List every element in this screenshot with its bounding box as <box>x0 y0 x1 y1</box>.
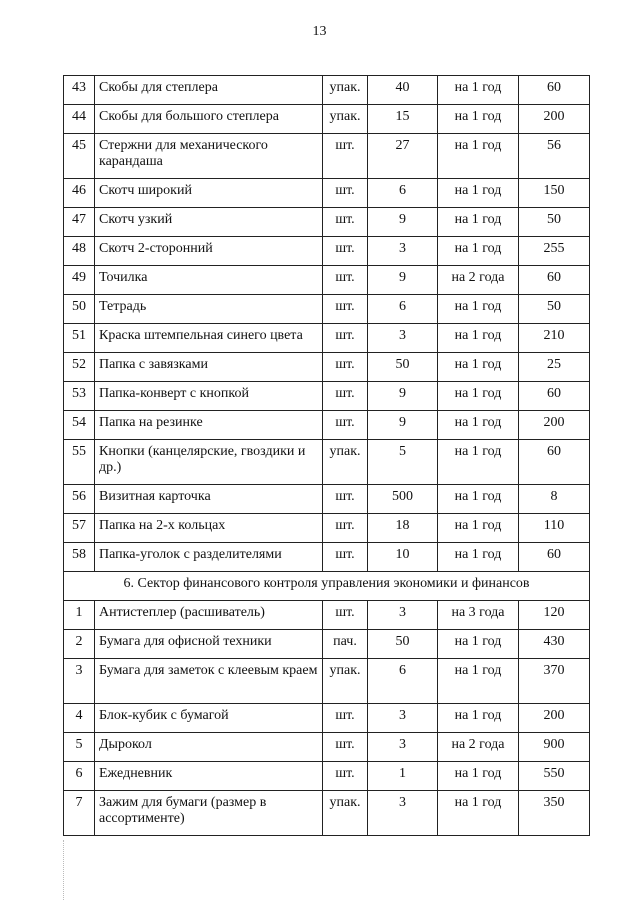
item-price: 120 <box>519 601 590 630</box>
row-number: 53 <box>64 382 95 411</box>
item-name: Бумага для офисной техники <box>95 630 323 659</box>
item-period: на 1 год <box>438 76 519 105</box>
item-price: 25 <box>519 353 590 382</box>
item-period: на 1 год <box>438 105 519 134</box>
table-row <box>64 514 590 543</box>
row-number: 7 <box>64 791 95 836</box>
item-name: Точилка <box>95 266 323 295</box>
item-unit: пач. <box>323 630 368 659</box>
section-header-row <box>64 572 590 601</box>
item-quantity: 15 <box>368 105 438 134</box>
item-period: на 1 год <box>438 411 519 440</box>
item-quantity: 6 <box>368 179 438 208</box>
item-price: 56 <box>519 134 590 179</box>
item-period: на 1 год <box>438 237 519 266</box>
item-quantity: 3 <box>368 704 438 733</box>
item-unit: шт. <box>323 237 368 266</box>
item-price: 8 <box>519 485 590 514</box>
item-price: 200 <box>519 105 590 134</box>
item-price: 60 <box>519 543 590 572</box>
item-quantity: 27 <box>368 134 438 179</box>
scan-margin-marks <box>63 840 65 900</box>
item-period: на 1 год <box>438 179 519 208</box>
item-name: Визитная карточка <box>95 485 323 514</box>
item-price: 350 <box>519 791 590 836</box>
item-period: на 1 год <box>438 353 519 382</box>
row-number: 46 <box>64 179 95 208</box>
item-unit: шт. <box>323 704 368 733</box>
item-period: на 1 год <box>438 630 519 659</box>
item-price: 900 <box>519 733 590 762</box>
row-number: 55 <box>64 440 95 485</box>
item-unit: шт. <box>323 733 368 762</box>
item-unit: упак. <box>323 76 368 105</box>
row-number: 4 <box>64 704 95 733</box>
item-unit: шт. <box>323 208 368 237</box>
item-quantity: 9 <box>368 411 438 440</box>
table-row <box>64 543 590 572</box>
item-name: Папка на резинке <box>95 411 323 440</box>
item-price: 550 <box>519 762 590 791</box>
item-name: Скотч широкий <box>95 179 323 208</box>
table-row <box>64 76 590 105</box>
item-price: 60 <box>519 440 590 485</box>
item-name: Скобы для большого степлера <box>95 105 323 134</box>
item-unit: шт. <box>323 762 368 791</box>
item-period: на 1 год <box>438 659 519 704</box>
item-name: Папка на 2-х кольцах <box>95 514 323 543</box>
table-row <box>64 411 590 440</box>
table-row <box>64 295 590 324</box>
item-name: Папка-конверт с кнопкой <box>95 382 323 411</box>
item-period: на 1 год <box>438 485 519 514</box>
item-quantity: 50 <box>368 353 438 382</box>
table-row <box>64 382 590 411</box>
table-row <box>64 762 590 791</box>
row-number: 57 <box>64 514 95 543</box>
item-quantity: 18 <box>368 514 438 543</box>
item-quantity: 3 <box>368 601 438 630</box>
item-price: 60 <box>519 76 590 105</box>
item-quantity: 9 <box>368 208 438 237</box>
table-row <box>64 353 590 382</box>
item-unit: упак. <box>323 659 368 704</box>
item-name: Блок-кубик с бумагой <box>95 704 323 733</box>
item-period: на 1 год <box>438 704 519 733</box>
item-price: 110 <box>519 514 590 543</box>
row-number: 54 <box>64 411 95 440</box>
table-row <box>64 630 590 659</box>
item-unit: шт. <box>323 353 368 382</box>
item-name: Скотч узкий <box>95 208 323 237</box>
item-unit: шт. <box>323 485 368 514</box>
item-quantity: 3 <box>368 324 438 353</box>
item-quantity: 3 <box>368 791 438 836</box>
item-price: 50 <box>519 295 590 324</box>
item-quantity: 3 <box>368 733 438 762</box>
row-number: 52 <box>64 353 95 382</box>
row-number: 2 <box>64 630 95 659</box>
item-unit: шт. <box>323 382 368 411</box>
item-quantity: 500 <box>368 485 438 514</box>
row-number: 43 <box>64 76 95 105</box>
table-row <box>64 601 590 630</box>
table-row <box>64 659 590 704</box>
item-name: Скобы для степлера <box>95 76 323 105</box>
item-price: 200 <box>519 704 590 733</box>
row-number: 1 <box>64 601 95 630</box>
item-quantity: 6 <box>368 295 438 324</box>
item-period: на 1 год <box>438 440 519 485</box>
item-period: на 1 год <box>438 382 519 411</box>
item-unit: шт. <box>323 514 368 543</box>
item-price: 150 <box>519 179 590 208</box>
item-period: на 1 год <box>438 791 519 836</box>
row-number: 47 <box>64 208 95 237</box>
table-row <box>64 324 590 353</box>
item-name: Папка-уголок с разделителями <box>95 543 323 572</box>
row-number: 51 <box>64 324 95 353</box>
row-number: 45 <box>64 134 95 179</box>
item-unit: шт. <box>323 601 368 630</box>
row-number: 5 <box>64 733 95 762</box>
item-name: Стержни для механического карандаша <box>95 134 323 179</box>
item-period: на 3 года <box>438 601 519 630</box>
page-number: 13 <box>312 24 327 39</box>
table-row <box>64 179 590 208</box>
item-price: 200 <box>519 411 590 440</box>
item-unit: шт. <box>323 411 368 440</box>
row-number: 56 <box>64 485 95 514</box>
item-period: на 2 года <box>438 266 519 295</box>
item-quantity: 50 <box>368 630 438 659</box>
item-name: Бумага для заметок с клеевым краем <box>95 659 323 704</box>
item-price: 60 <box>519 266 590 295</box>
row-number: 3 <box>64 659 95 704</box>
table-row <box>64 440 590 485</box>
table-row <box>64 733 590 762</box>
item-period: на 2 года <box>438 733 519 762</box>
item-unit: шт. <box>323 266 368 295</box>
table-row <box>64 485 590 514</box>
table-row <box>64 134 590 179</box>
item-name: Краска штемпельная синего цвета <box>95 324 323 353</box>
item-quantity: 9 <box>368 266 438 295</box>
row-number: 50 <box>64 295 95 324</box>
item-price: 210 <box>519 324 590 353</box>
item-unit: шт. <box>323 543 368 572</box>
table-row <box>64 208 590 237</box>
item-period: на 1 год <box>438 208 519 237</box>
item-period: на 1 год <box>438 762 519 791</box>
item-name: Тетрадь <box>95 295 323 324</box>
item-price: 50 <box>519 208 590 237</box>
item-name: Кнопки (канцелярские, гвоздики и др.) <box>95 440 323 485</box>
item-quantity: 9 <box>368 382 438 411</box>
item-quantity: 1 <box>368 762 438 791</box>
item-quantity: 5 <box>368 440 438 485</box>
row-number: 6 <box>64 762 95 791</box>
item-period: на 1 год <box>438 324 519 353</box>
supplies-table <box>63 75 590 836</box>
table-row <box>64 237 590 266</box>
item-quantity: 10 <box>368 543 438 572</box>
item-name: Антистеплер (расшиватель) <box>95 601 323 630</box>
item-unit: упак. <box>323 791 368 836</box>
item-price: 430 <box>519 630 590 659</box>
item-unit: упак. <box>323 105 368 134</box>
item-price: 255 <box>519 237 590 266</box>
item-price: 370 <box>519 659 590 704</box>
item-period: на 1 год <box>438 134 519 179</box>
item-unit: упак. <box>323 440 368 485</box>
item-quantity: 40 <box>368 76 438 105</box>
item-name: Папка с завязками <box>95 353 323 382</box>
table-row <box>64 791 590 836</box>
item-unit: шт. <box>323 134 368 179</box>
item-name: Зажим для бумаги (размер в ассортименте) <box>95 791 323 836</box>
item-unit: шт. <box>323 295 368 324</box>
item-price: 60 <box>519 382 590 411</box>
item-name: Дырокол <box>95 733 323 762</box>
item-unit: шт. <box>323 179 368 208</box>
item-quantity: 3 <box>368 237 438 266</box>
row-number: 44 <box>64 105 95 134</box>
row-number: 49 <box>64 266 95 295</box>
item-name: Скотч 2-сторонний <box>95 237 323 266</box>
item-unit: шт. <box>323 324 368 353</box>
item-period: на 1 год <box>438 543 519 572</box>
item-quantity: 6 <box>368 659 438 704</box>
item-period: на 1 год <box>438 295 519 324</box>
item-period: на 1 год <box>438 514 519 543</box>
table-row <box>64 266 590 295</box>
row-number: 48 <box>64 237 95 266</box>
table-row <box>64 704 590 733</box>
row-number: 58 <box>64 543 95 572</box>
section-title: 6. Сектор финансового контроля управления экономики и финансов <box>64 572 590 601</box>
item-name: Ежедневник <box>95 762 323 791</box>
table-row <box>64 105 590 134</box>
